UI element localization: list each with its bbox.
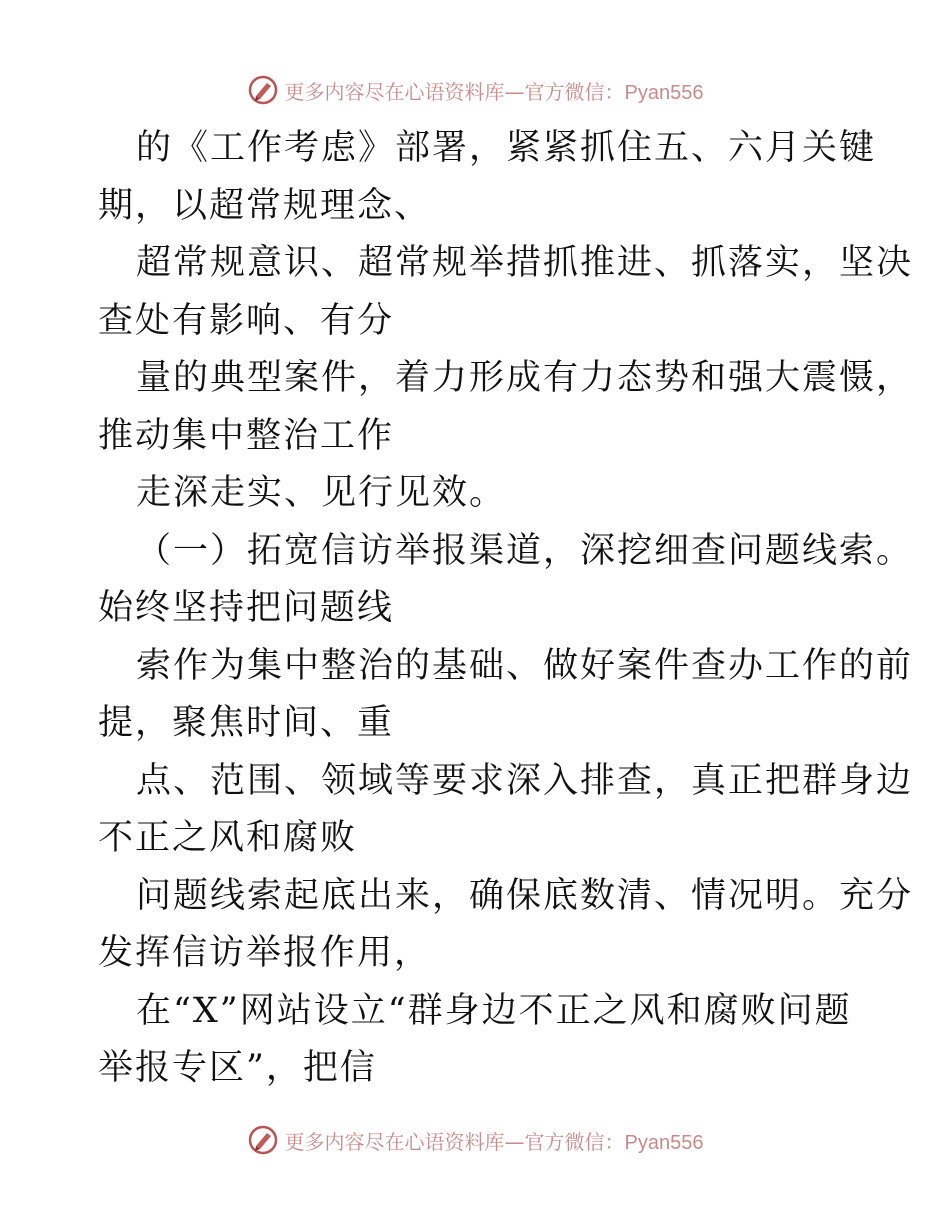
text-line: 提，聚焦时间、重 xyxy=(98,703,395,743)
text-line: 不正之风和腐败 xyxy=(98,818,358,858)
footer-watermark xyxy=(0,1120,950,1160)
text-line: 索作为集中整治的基础、做好案件查办工作的前 xyxy=(136,645,914,686)
document-body xyxy=(98,120,914,1098)
text-line: （一）拓宽信访举报渠道，深挖细查问题线索。 xyxy=(136,530,914,571)
text-line: 始终坚持把问题线 xyxy=(98,588,395,628)
watermark-text: 更多内容尽在心语资料库—官方微信：Pyan556 xyxy=(284,1129,704,1154)
text-line: 期，以超常规理念、 xyxy=(98,185,432,226)
text-line: 的《工作考虑》部署，紧紧抓住五、六月关键 xyxy=(136,128,877,168)
watermark-text: 更多内容尽在心语资料库—官方微信：Pyan556 xyxy=(284,79,704,104)
text-line: 走深走实、见行见效。 xyxy=(136,473,507,513)
text-line: 超常规意识、超常规举措抓推进、抓落实，坚决 xyxy=(136,243,914,283)
text-line: 量的典型案件，着力形成有力态势和强大震慑， xyxy=(136,358,914,398)
text-line: 问题线索起底出来，确保底数清、情况明。充分 xyxy=(136,875,914,916)
text-line: 点、范围、领域等要求深入排查，真正把群身边 xyxy=(136,760,914,801)
text-line: 查处有影响、有分 xyxy=(98,300,395,341)
header-watermark xyxy=(0,70,950,110)
text-line: 在“X”网站设立“群身边不正之风和腐败问题 xyxy=(136,990,852,1031)
pen-logo-icon xyxy=(247,74,279,106)
text-line: 举报专区”，把信 xyxy=(98,1048,377,1088)
pen-logo-icon xyxy=(247,1124,279,1156)
text-line: 发挥信访举报作用， xyxy=(98,933,432,973)
text-line: 推动集中整治工作 xyxy=(98,415,395,456)
